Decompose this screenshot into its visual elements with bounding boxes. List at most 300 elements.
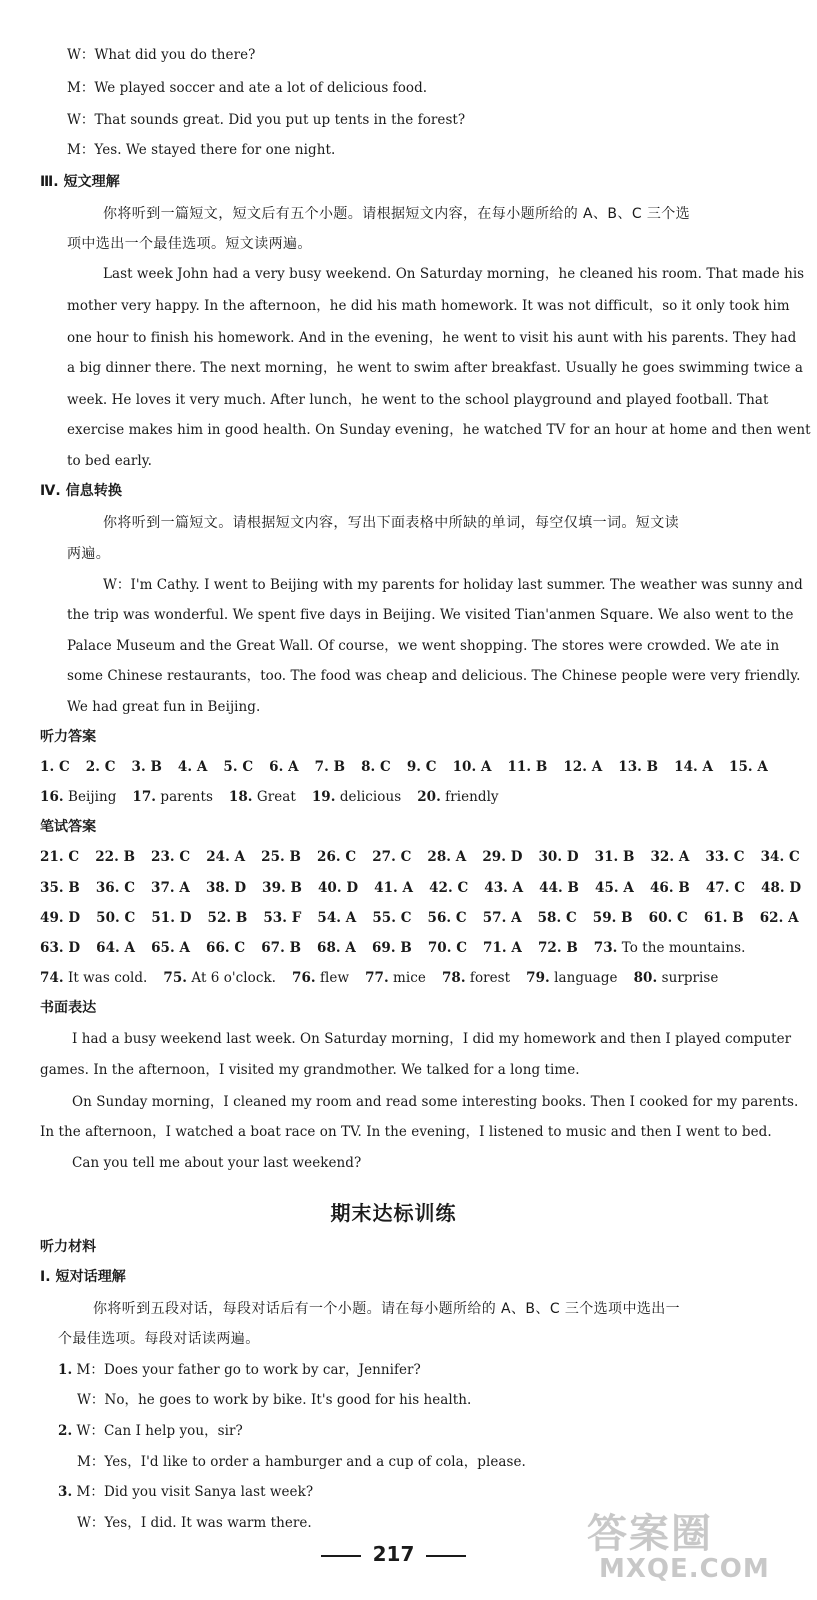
answer-value: B <box>63 880 80 896</box>
answer-value: surprise <box>657 970 719 986</box>
answer-number: 13. <box>618 759 642 775</box>
passage-line: Last week John had a very busy weekend. On Saturday morning，he cleaned his room. That made his <box>103 266 805 282</box>
answer-number: 15. <box>729 759 753 775</box>
answer-item <box>563 757 602 777</box>
answer-number: 21. <box>40 849 64 865</box>
writing-heading: 书面表达 <box>40 1000 97 1016</box>
answer-value: C <box>452 880 469 896</box>
listening-answers-heading: 听力答案 <box>40 729 97 745</box>
dialogue-question: M：Did you visit Sanya last week? <box>76 1484 314 1500</box>
answer-value: C <box>229 940 246 956</box>
answer-number: 67. <box>261 940 285 956</box>
answer-value: A <box>507 880 524 896</box>
answer-value: D <box>562 849 579 865</box>
answer-value: A <box>506 910 522 926</box>
answer-item <box>261 847 301 867</box>
watermark-text: 答案圈 <box>587 1511 713 1557</box>
answer-item <box>595 847 635 867</box>
answer-value: A <box>618 880 634 896</box>
answer-item <box>151 878 190 898</box>
answer-item <box>428 938 467 958</box>
answer-item <box>151 847 190 867</box>
answer-item <box>428 908 467 928</box>
answer-value: A <box>174 880 190 896</box>
answer-value: language <box>549 970 618 986</box>
answer-row <box>40 968 734 988</box>
answer-number: 73. <box>593 940 618 956</box>
answer-number: 59. <box>592 910 617 926</box>
answer-item <box>538 908 577 928</box>
answer-item <box>442 968 510 988</box>
answer-item <box>595 878 634 898</box>
passage-line: W：I'm Cathy. I went to Beijing with my parents for holiday last summer. The weather was sunny and <box>103 577 803 593</box>
answer-item <box>229 787 296 807</box>
essay-line: In the afternoon，I watched a boat race on TV. In the evening，I listened to music and then I went to bed. <box>40 1124 772 1140</box>
answer-number: 12. <box>563 759 587 775</box>
answer-item <box>453 757 492 777</box>
essay-line: On Sunday morning，I cleaned my room and read some interesting books. Then I cooked for my parents. <box>72 1094 799 1110</box>
passage-line: Palace Museum and the Great Wall. Of course，we went shopping. The stores were crowded. We ate in <box>67 638 780 654</box>
answer-number: 75. <box>163 970 188 986</box>
answer-number: 37. <box>151 880 175 896</box>
answer-value: To the mountains. <box>617 940 746 956</box>
answer-number: 49. <box>40 910 64 926</box>
dialogue-question: W：Can I help you，sir? <box>76 1423 243 1439</box>
answer-item <box>538 938 578 958</box>
answer-value: A <box>783 910 799 926</box>
answer-item <box>650 847 689 867</box>
answer-number: 35. <box>40 880 64 896</box>
answer-item <box>761 847 800 867</box>
answer-value: B <box>285 880 302 896</box>
answer-row <box>40 757 784 777</box>
answer-value: A <box>752 759 768 775</box>
answer-number: 9. <box>406 759 422 775</box>
answer-value: D <box>174 910 192 926</box>
answer-value: C <box>54 759 70 775</box>
answer-value: D <box>784 880 802 896</box>
answer-number: 34. <box>760 849 785 865</box>
answer-item <box>372 847 411 867</box>
answer-number: 74. <box>40 970 64 986</box>
answer-item <box>40 908 80 928</box>
answer-number: 51. <box>151 910 175 926</box>
answer-value: A <box>192 759 208 775</box>
answer-value: B <box>561 940 578 956</box>
page-number-text: 217 <box>372 1542 415 1566</box>
answer-number: 43. <box>484 880 508 896</box>
answer-value: flew <box>315 970 350 986</box>
dialogue-item <box>58 1482 313 1502</box>
answer-item <box>538 847 578 867</box>
answer-number: 14. <box>674 759 698 775</box>
answer-number: 69. <box>371 940 396 956</box>
answer-value: B <box>118 849 136 865</box>
answer-item <box>40 757 70 777</box>
answer-item <box>594 938 746 958</box>
answer-value: B <box>641 759 659 775</box>
passage-line: We had great fun in Beijing. <box>67 699 261 715</box>
answer-number: 57. <box>482 910 507 926</box>
answer-item <box>706 878 745 898</box>
answer-value: B <box>727 910 744 926</box>
answer-item <box>317 847 356 867</box>
answer-number: 44. <box>539 880 563 896</box>
answer-item <box>96 878 135 898</box>
answer-number: 48. <box>761 880 785 896</box>
answer-value: D <box>229 880 247 896</box>
answer-number: 17. <box>132 789 157 805</box>
answer-number: 42. <box>429 880 453 896</box>
passage-line: one hour to finish his homework. And in the evening，he went to visit his aunt with his parents. They had <box>67 330 797 346</box>
answer-row <box>40 787 515 807</box>
answer-item <box>317 908 356 928</box>
answer-row <box>40 908 815 928</box>
answer-number: 65. <box>151 940 175 956</box>
instruction-line: 个最佳选项。每段对话读两遍。 <box>58 1331 260 1347</box>
answer-value: At 6 o'clock. <box>187 970 277 986</box>
answer-number: 55. <box>372 910 396 926</box>
answer-item <box>206 847 245 867</box>
passage-line: exercise makes him in good health. On Sunday evening，he watched TV for an hour at home and then went <box>67 422 811 438</box>
essay-line: Can you tell me about your last weekend? <box>72 1155 362 1171</box>
answer-item <box>318 878 358 898</box>
answer-item <box>178 757 207 777</box>
answer-number: 40. <box>317 880 342 896</box>
answer-item <box>372 908 411 928</box>
answer-item <box>705 847 744 867</box>
answer-value: A <box>229 849 246 865</box>
dialogue-answer: M：Yes，I'd like to order a hamburger and a cup of cola，please. <box>77 1454 526 1470</box>
essay-line: games. In the afternoon，I visited my grandmother. We talked for a long time. <box>40 1062 580 1078</box>
answer-row <box>40 847 816 867</box>
answer-item <box>482 847 522 867</box>
answer-number: 60. <box>648 910 673 926</box>
answer-number: 79. <box>526 970 550 986</box>
answer-value: C <box>729 880 745 896</box>
passage-line: the trip was wonderful. We spent five days in Beijing. We visited Tian'anmen Square. We also went to the <box>67 607 794 623</box>
answer-item <box>507 757 547 777</box>
answer-value: B <box>284 940 302 956</box>
answer-value: B <box>145 759 162 775</box>
answer-number: 45. <box>595 880 619 896</box>
answer-item <box>427 847 466 867</box>
answer-number: 47. <box>705 880 730 896</box>
answer-item <box>372 938 412 958</box>
answer-value: F <box>287 910 302 926</box>
answer-number: 76. <box>292 970 316 986</box>
answer-number: 54. <box>317 910 342 926</box>
answer-number: 28. <box>427 849 452 865</box>
answer-item <box>86 757 116 777</box>
answer-item <box>618 757 658 777</box>
answer-item <box>407 757 437 777</box>
answer-item <box>96 908 135 928</box>
watermark-logo <box>569 1502 769 1592</box>
passage-line: mother very happy. In the afternoon，he did his math homework. It was not difficult，so it only took him <box>67 298 790 314</box>
answer-value: It was cold. <box>63 970 148 986</box>
answer-item <box>704 908 744 928</box>
answer-value: D <box>63 940 81 956</box>
answer-number: 29. <box>482 849 506 865</box>
answer-item <box>40 847 79 867</box>
answer-value: C <box>395 910 412 926</box>
watermark-url: MXQE.COM <box>599 1554 770 1584</box>
section-heading: Ⅲ. 短文理解 <box>40 174 120 190</box>
answer-item <box>374 878 413 898</box>
answer-item <box>40 787 116 807</box>
answer-value: D <box>505 849 523 865</box>
dialogue-line: W：What did you do there? <box>67 47 256 63</box>
page-title: 期末达标训练 <box>330 1201 457 1225</box>
answer-item <box>674 757 713 777</box>
dialogue-item <box>58 1360 421 1380</box>
answer-item <box>429 878 468 898</box>
answer-value: C <box>119 880 136 896</box>
answer-value: C <box>99 759 116 775</box>
answer-item <box>132 757 162 777</box>
answer-item <box>484 878 523 898</box>
answer-value: A <box>476 759 492 775</box>
answer-row <box>40 878 817 898</box>
dialogue-number: 2. <box>58 1423 73 1439</box>
answer-number: 18. <box>228 789 253 805</box>
answer-number: 36. <box>95 880 120 896</box>
passage-line: to bed early. <box>67 453 152 469</box>
answer-item <box>361 757 391 777</box>
answer-value: C <box>119 910 136 926</box>
answer-number: 4. <box>177 759 193 775</box>
answer-item <box>223 757 253 777</box>
answer-value: A <box>674 849 690 865</box>
answer-value: delicious <box>335 789 402 805</box>
instruction-line: 你将听到五段对话，每段对话后有一个小题。请在每小题所给的 A、B、C 三个选项中选出一 <box>93 1301 681 1317</box>
answer-number: 7. <box>314 759 329 775</box>
answer-value: C <box>237 759 254 775</box>
answer-number: 23. <box>151 849 175 865</box>
dialogue-item <box>58 1421 243 1441</box>
answer-value: B <box>673 880 690 896</box>
answer-value: C <box>375 759 391 775</box>
answer-value: A <box>283 759 299 775</box>
answer-number: 19. <box>311 789 336 805</box>
answer-value: friendly <box>440 789 499 805</box>
dialogue-line: M：Yes. We stayed there for one night. <box>67 142 336 158</box>
answer-item <box>40 938 80 958</box>
answer-item <box>96 938 135 958</box>
answer-value: mice <box>388 970 426 986</box>
answer-number: 3. <box>131 759 146 775</box>
answer-item <box>634 968 719 988</box>
answer-item <box>539 878 579 898</box>
instruction-line: 你将听到一篇短文。请根据短文内容，写出下面表格中所缺的单词，每空仅填一词。短文读 <box>103 515 679 531</box>
instruction-line: 你将听到一篇短文，短文后有五个小题。请根据短文内容，在每小题所给的 A、B、C 三个选 <box>103 206 691 222</box>
answer-item <box>417 787 498 807</box>
answer-number: 50. <box>96 910 120 926</box>
answer-item <box>40 968 147 988</box>
answer-item <box>761 878 801 898</box>
answer-number: 38. <box>205 880 230 896</box>
answer-item <box>317 938 356 958</box>
answer-value: parents <box>156 789 213 805</box>
answer-number: 56. <box>427 910 452 926</box>
dialogue-answer: W：No，he goes to work by bike. It's good for his health. <box>77 1392 472 1408</box>
answer-item <box>208 908 248 928</box>
answer-item <box>729 757 768 777</box>
answer-number: 39. <box>262 880 286 896</box>
answer-number: 25. <box>261 849 285 865</box>
answer-number: 53. <box>263 910 287 926</box>
answer-value: C <box>63 849 80 865</box>
instruction-line: 项中选出一个最佳选项。短文读两遍。 <box>67 236 312 252</box>
answer-item <box>315 757 345 777</box>
passage-line: a big dinner there. The next morning，he went to swim after breakfast. Usually he goes swimming twice a <box>67 360 804 376</box>
answer-item <box>263 908 301 928</box>
answer-number: 77. <box>365 970 389 986</box>
answer-value: C <box>421 759 437 775</box>
answer-value: A <box>451 849 467 865</box>
answer-value: A <box>340 940 356 956</box>
answer-value: C <box>395 849 412 865</box>
answer-number: 61. <box>703 910 728 926</box>
answer-item <box>132 787 213 807</box>
answer-number: 78. <box>441 970 466 986</box>
answer-value: D <box>63 910 81 926</box>
answer-value: Great <box>252 789 296 805</box>
answer-value: C <box>672 910 688 926</box>
answer-value: C <box>451 940 468 956</box>
answer-number: 10. <box>452 759 477 775</box>
answer-item <box>269 757 298 777</box>
answer-value: C <box>174 849 191 865</box>
answer-number: 32. <box>650 849 675 865</box>
answer-number: 46. <box>649 880 674 896</box>
answer-number: 16. <box>40 789 64 805</box>
answer-row <box>40 938 761 958</box>
answer-number: 52. <box>207 910 232 926</box>
passage-line: week. He loves it very much. After lunch，he went to the school playground and played football. That <box>67 392 769 408</box>
answer-value: C <box>451 910 467 926</box>
answer-value: B <box>562 880 580 896</box>
answer-number: 64. <box>96 940 120 956</box>
answer-value: A <box>174 940 190 956</box>
answer-item <box>262 878 302 898</box>
dialogue-answer: W：Yes，I did. It was warm there. <box>77 1515 312 1531</box>
answer-value: C <box>340 849 357 865</box>
instruction-line: 两遍。 <box>67 546 111 562</box>
answer-value: C <box>729 849 745 865</box>
dash-left <box>321 1555 361 1557</box>
answer-number: 66. <box>206 940 230 956</box>
answer-item <box>163 968 276 988</box>
dialogue-question: M：Does your father go to work by car，Jennifer? <box>76 1362 421 1378</box>
answer-item <box>649 908 688 928</box>
answer-number: 2. <box>85 759 100 775</box>
answer-item <box>593 908 633 928</box>
answer-value: A <box>397 880 414 896</box>
answer-item <box>312 787 401 807</box>
answer-value: A <box>119 940 136 956</box>
answer-number: 58. <box>537 910 562 926</box>
essay-line: I had a busy weekend last week. On Saturday morning，I did my homework and then I played computer <box>72 1031 792 1047</box>
answer-item <box>365 968 426 988</box>
answer-number: 63. <box>40 940 64 956</box>
answer-number: 27. <box>372 849 396 865</box>
answer-item <box>95 847 135 867</box>
answer-value: A <box>341 910 357 926</box>
answer-number: 80. <box>633 970 658 986</box>
answer-item <box>261 938 301 958</box>
answer-number: 1. <box>40 759 55 775</box>
written-answers-heading: 笔试答案 <box>40 819 97 835</box>
answer-item <box>483 938 522 958</box>
answer-item <box>206 878 246 898</box>
answer-item <box>650 878 690 898</box>
answer-value: B <box>395 940 412 956</box>
answer-value: B <box>328 759 346 775</box>
answer-number: 72. <box>537 940 562 956</box>
answer-number: 71. <box>483 940 507 956</box>
answer-value: C <box>561 910 577 926</box>
answer-number: 62. <box>759 910 784 926</box>
answer-number: 11. <box>507 759 532 775</box>
answer-item <box>206 938 245 958</box>
answer-value: B <box>531 759 548 775</box>
answer-item <box>760 908 799 928</box>
answer-value: C <box>784 849 800 865</box>
answer-item <box>483 908 522 928</box>
answer-number: 26. <box>317 849 341 865</box>
answer-item <box>292 968 349 988</box>
answer-value: A <box>697 759 714 775</box>
answer-number: 5. <box>223 759 238 775</box>
passage-line: some Chinese restaurants，too. The food was cheap and delicious. The Chinese people were very friendly. <box>67 668 801 684</box>
answer-value: B <box>616 910 633 926</box>
answer-value: forest <box>465 970 511 986</box>
answer-number: 30. <box>538 849 563 865</box>
dash-right <box>426 1555 466 1557</box>
dialogue-line: M：We played soccer and ate a lot of delicious food. <box>67 80 428 96</box>
dialogue-line: W：That sounds great. Did you put up tents in the forest? <box>67 112 466 128</box>
answer-number: 24. <box>206 849 230 865</box>
answer-value: B <box>284 849 302 865</box>
answer-number: 70. <box>427 940 452 956</box>
answer-item <box>40 878 80 898</box>
answer-item <box>526 968 617 988</box>
answer-number: 6. <box>269 759 284 775</box>
answer-value: Beijing <box>63 789 117 805</box>
dialogue-number: 1. <box>58 1362 73 1378</box>
answer-value: B <box>231 910 248 926</box>
answer-number: 8. <box>361 759 376 775</box>
answer-number: 31. <box>594 849 619 865</box>
answer-number: 68. <box>317 940 341 956</box>
section-heading: Ⅰ. 短对话理解 <box>40 1269 126 1285</box>
section-heading: Ⅳ. 信息转换 <box>40 483 122 499</box>
answer-value: D <box>341 880 359 896</box>
answer-number: 41. <box>374 880 398 896</box>
answer-item <box>151 908 191 928</box>
answer-number: 22. <box>95 849 119 865</box>
answer-value: B <box>618 849 635 865</box>
dialogue-number: 3. <box>58 1484 73 1500</box>
answer-item <box>151 938 190 958</box>
answer-value: A <box>586 759 603 775</box>
answer-number: 20. <box>417 789 441 805</box>
answer-value: A <box>506 940 522 956</box>
material-heading: 听力材料 <box>40 1239 97 1255</box>
answer-number: 33. <box>705 849 730 865</box>
